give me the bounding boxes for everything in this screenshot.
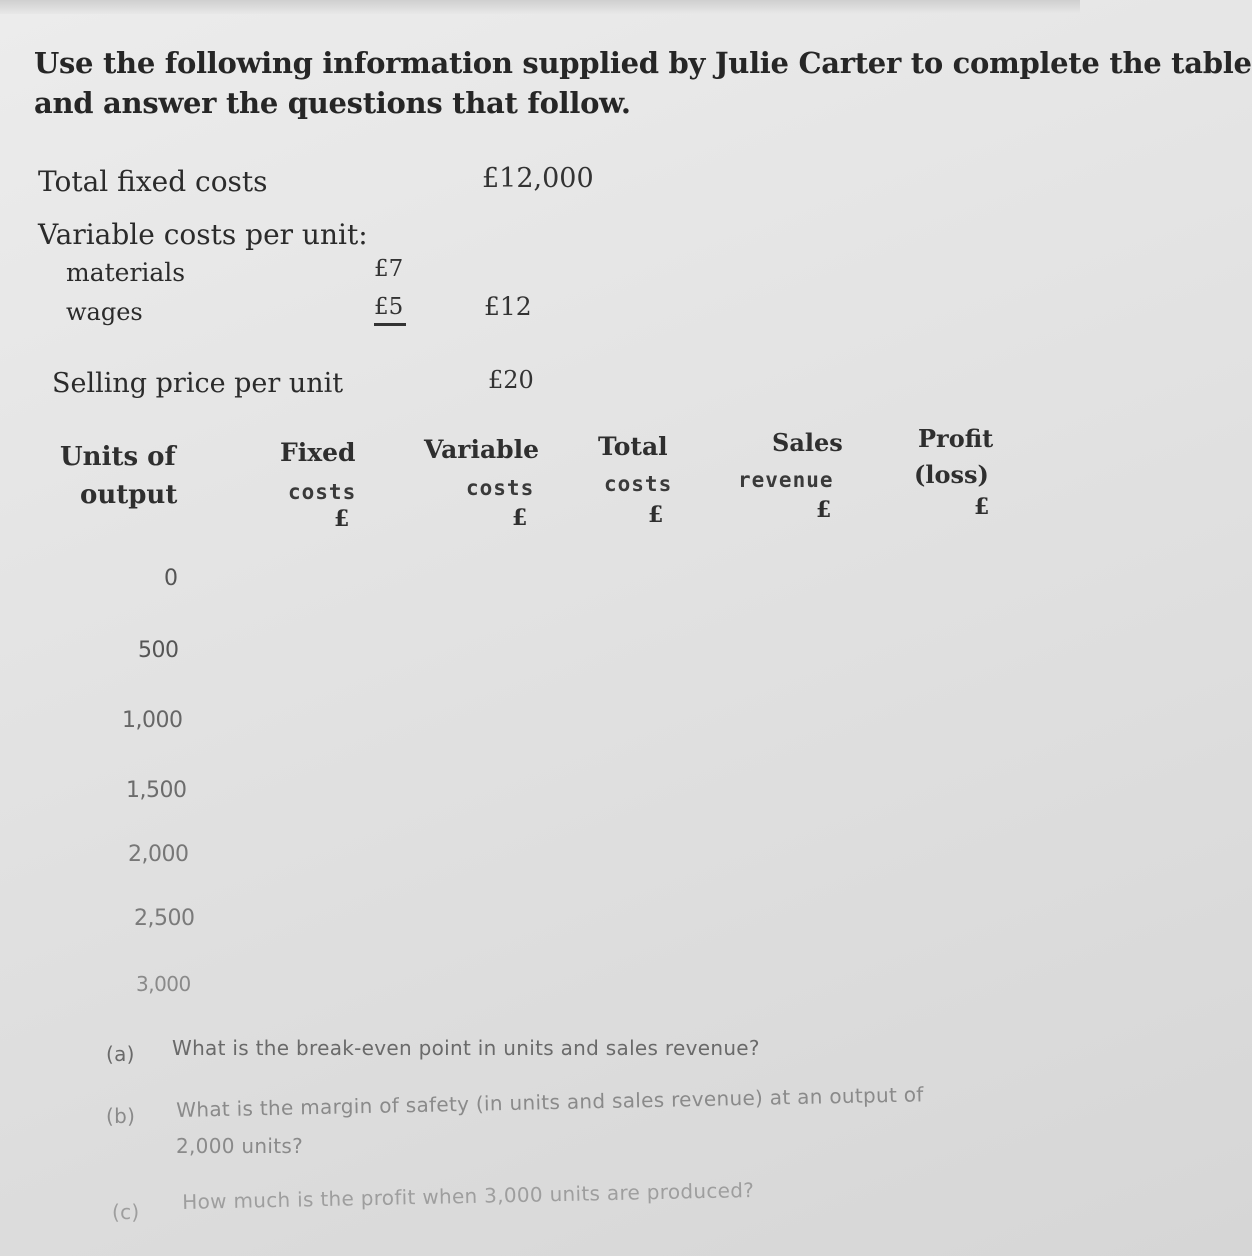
header-fixed-line1: Fixed [280,438,356,467]
wages-underline [374,323,406,326]
header-profit-line2: (loss) [914,460,989,489]
materials-value: £7 [374,256,404,282]
question-c-text: How much is the profit when 3,000 units are produced? [182,1178,755,1214]
header-fixed-line2: costs [288,480,357,504]
header-total-line2: costs [604,472,673,496]
page-top-edge [0,0,1080,14]
selling-price-value: £20 [488,366,534,394]
question-b-text-line2: 2,000 units? [176,1134,303,1158]
row-output-3000: 3,000 [136,972,191,996]
row-output-1500: 1,500 [126,778,187,803]
selling-price-label: Selling price per unit [52,368,344,399]
header-variable-line1: Variable [424,435,540,464]
row-output-2000: 2,000 [128,842,189,867]
header-variable-unit: £ [512,505,528,531]
header-total-line1: Total [598,432,668,461]
header-units-line1: Units of [60,442,176,472]
question-c-label: (c) [112,1200,140,1224]
row-output-1000: 1,000 [122,708,183,733]
row-output-500: 500 [138,638,179,663]
question-b-text: What is the margin of safety (in units and sales revenue) at an output of [176,1082,924,1122]
intro-line-2: and answer the questions that follow. [34,86,631,120]
variable-total-value: £12 [484,292,532,321]
question-a-text: What is the break-even point in units and sales revenue? [172,1036,760,1060]
header-sales-line1: Sales [772,428,843,457]
total-fixed-costs-value: £12,000 [482,163,594,194]
header-total-unit: £ [648,502,664,528]
question-a-label: (a) [106,1042,135,1066]
total-fixed-costs-label: Total fixed costs [38,165,268,198]
header-fixed-unit: £ [334,506,350,532]
header-profit-line1: Profit [918,424,994,453]
row-output-0: 0 [164,566,178,591]
header-sales-line2: revenue [738,468,834,492]
header-sales-unit: £ [816,497,832,523]
row-output-2500: 2,500 [134,906,195,931]
header-variable-line2: costs [466,476,535,500]
header-profit-unit: £ [974,494,990,520]
question-b-label: (b) [106,1104,136,1128]
materials-label: materials [66,258,186,287]
wages-label: wages [66,298,143,326]
wages-value: £5 [374,294,404,320]
intro-line-1: Use the following information supplied by Julie Carter to complete the table [34,46,1252,80]
variable-costs-heading: Variable costs per unit: [38,218,368,251]
header-units-line2: output [80,480,178,510]
